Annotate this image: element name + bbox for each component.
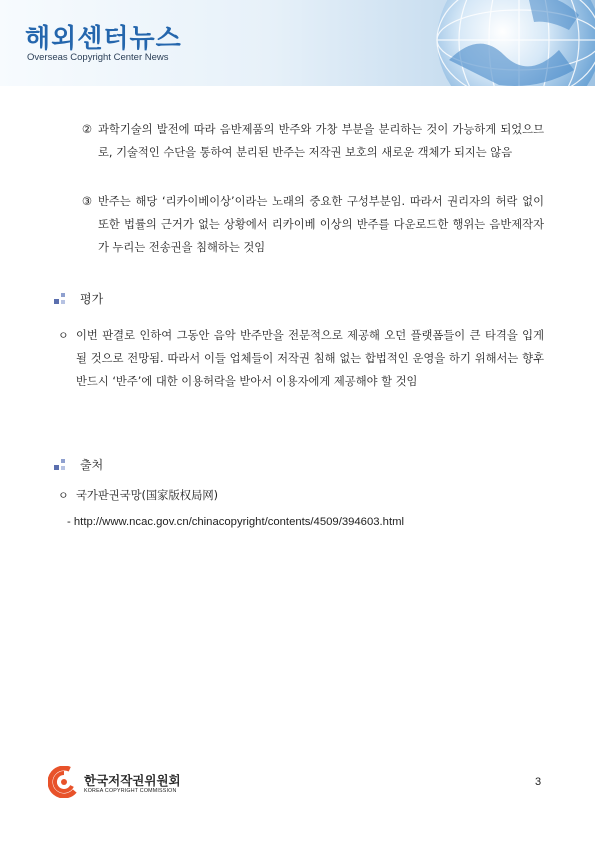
evaluation-text: 이번 판결로 인하여 그동안 음악 반주만을 전문적으로 제공해 오던 플랫폼들이 큰 타격을 입게 될 것으로 전망됨. 따라서 이들 업체들이 저작권 침해 없는 합법적인 운영을 하기 위해서는 향후 반드시 ‘반주’에 대한 이용허락을 받아서 이용자에게 제공해야 할 것임 (76, 329, 544, 388)
item-number: ③ (81, 195, 93, 208)
organization-name-en: KOREA COPYRIGHT COMMISSION (84, 788, 177, 794)
kcc-logo-icon (48, 766, 80, 798)
source-name-text: 국가판권국망(国家版权局网) (76, 489, 219, 502)
square-cluster-icon (54, 293, 68, 305)
newsletter-subtitle: Overseas Copyright Center News (27, 52, 169, 63)
item-text: 과학기술의 발전에 따라 음반제품의 반주와 가창 부분을 분리하는 것이 가능하게 되었으므로, 기술적인 수단을 통하여 분리된 반주는 저작권 보호의 새로운 객체가 되지는 않음 (98, 123, 544, 159)
page-number: 3 (535, 776, 542, 788)
source-url: - http://www.ncac.gov.cn/chinacopyright/contents/4509/394603.html (67, 516, 405, 528)
item-number: ② (81, 123, 93, 136)
section-title: 평가 (80, 292, 104, 306)
organization-name: 한국저작권위원회 (84, 773, 181, 788)
globe-icon (409, 0, 595, 86)
evaluation-bullet (58, 324, 544, 393)
bullet-marker: ㅇ (58, 489, 69, 502)
numbered-item (80, 118, 544, 164)
square-cluster-icon (54, 459, 68, 471)
newsletter-title: 해외센터뉴스 (25, 24, 182, 54)
page-header (0, 0, 595, 86)
item-text: 반주는 해당 ‘리카이베이상’이라는 노래의 중요한 구성부분임. 따라서 권리자의 허락 없이 또한 법률의 근거가 없는 상황에서 리카이베 이상의 반주를 다운로드한 행위는 음반제작자가 누리는 전송권을 침해하는 것임 (98, 195, 544, 254)
bullet-marker: ㅇ (58, 329, 69, 342)
numbered-item (80, 190, 544, 259)
section-title: 출처 (80, 458, 104, 472)
source-name (58, 487, 218, 503)
